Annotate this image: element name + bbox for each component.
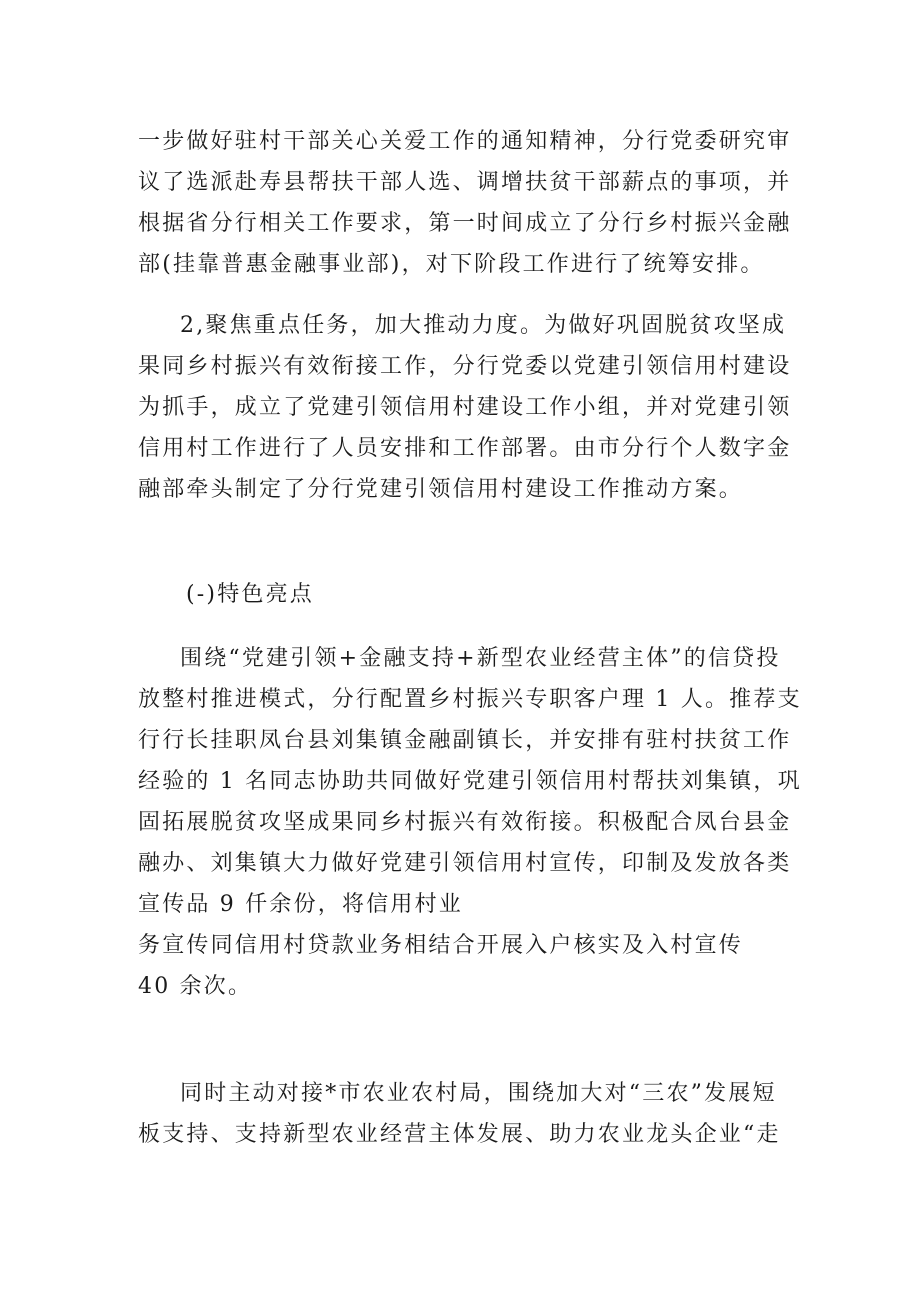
text-line: 信用村工作进行了人员安排和工作部署。由市分行个人数字金 — [138, 436, 792, 461]
text-line: 固拓展脱贫攻坚成果同乡村振兴有效衔接。积极配合凤台县金 — [138, 810, 792, 835]
text-line: 宣传品 9 仟余份，将信用村业 — [138, 892, 463, 917]
text-line: 果同乡村振兴有效衔接工作，分行党委以党建引领信用村建设 — [138, 354, 792, 379]
text-line: 融部牵头制定了分行党建引领信用村建设工作推动方案。 — [138, 477, 744, 502]
section-heading: (-)特色亮点 — [186, 582, 314, 607]
text-line: 板支持、支持新型农业经营主体发展、助力农业龙头企业“走 — [138, 1122, 781, 1147]
text-line: 2,聚焦重点任务，加大推动力度。为做好巩固脱贫攻坚成 — [180, 313, 787, 338]
text-line: 一步做好驻村干部关心关爱工作的通知精神，分行党委研究审 — [138, 129, 792, 154]
text-line: 根据省分行相关工作要求，第一时间成立了分行乡村振兴金融 — [138, 211, 792, 236]
text-line: 放整村推进模式，分行配置乡村振兴专职客户理 1 人。推荐支 — [138, 687, 802, 712]
text-line: 为抓手，成立了党建引领信用村建设工作小组，并对党建引领 — [138, 395, 792, 420]
text-line: 议了选派赴寿县帮扶干部人选、调增扶贫干部薪点的事项，并 — [138, 170, 792, 195]
text-line: 经验的 1 名同志协助共同做好党建引领信用村帮扶刘集镇，巩 — [138, 769, 802, 794]
text-line: 融办、刘集镇大力做好党建引领信用村宣传，印制及发放各类 — [138, 851, 792, 876]
text-line: 行行长挂职凤台县刘集镇金融副镇长，并安排有驻村扶贫工作 — [138, 728, 792, 753]
text-line: 务宣传同信用村贷款业务相结合开展入户核实及入村宣传 — [138, 933, 744, 958]
text-line: 40 余次。 — [138, 974, 253, 999]
text-line: 部(挂靠普惠金融事业部)，对下阶段工作进行了统筹安排。 — [138, 252, 765, 277]
text-line: 围绕“党建引领+金融支持+新型农业经营主体”的信贷投 — [180, 646, 781, 671]
text-line: 同时主动对接*市农业农村局，围绕加大对“三农”发展短 — [180, 1081, 777, 1106]
